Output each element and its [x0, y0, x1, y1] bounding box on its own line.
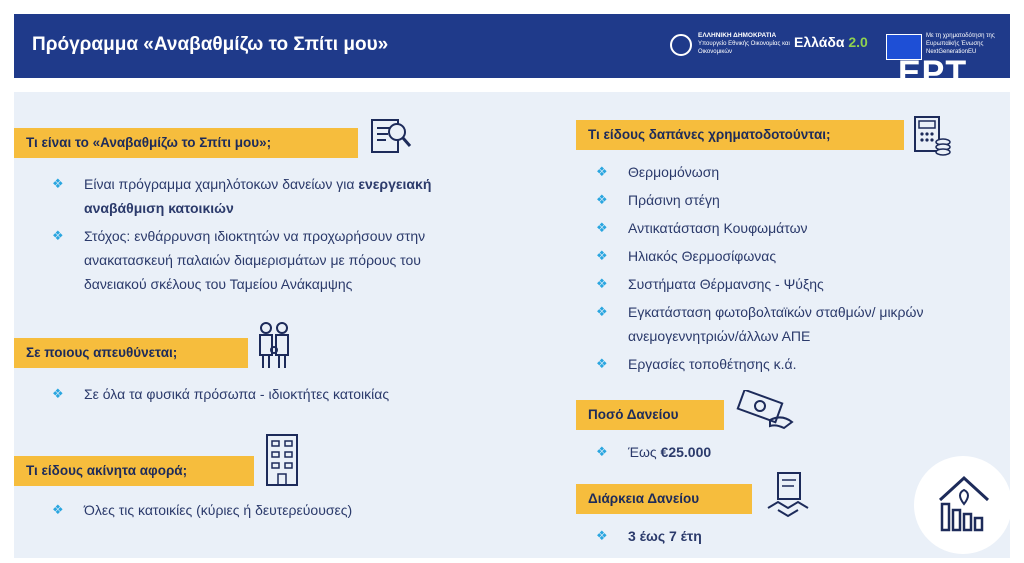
section-label-expenses: Τι είδους δαπάνες χρηματοδοτούνται; — [576, 120, 904, 150]
eu-funding-text: Με τη χρηματοδότηση της Ευρωπαϊκής Ένωσης NextGenerationEU — [926, 33, 995, 55]
page-title: Πρόγραμμα «Αναβαθμίζω το Σπίτι μου» — [32, 34, 389, 55]
ellada-number: 2.0 — [848, 34, 868, 50]
loan-duration-value: 3 έως 7 έτη — [628, 528, 702, 544]
section-label-what-is: Τι είναι το «Αναβαθμίζω το Σπίτι μου»; — [14, 128, 358, 158]
header-bar — [14, 14, 1010, 92]
expense-item: Ηλιακός Θερμοσίφωνας — [628, 248, 777, 264]
bullet-bold: αναβάθμιση κατοικιών — [84, 200, 234, 216]
handshake-contract-icon — [764, 470, 812, 522]
bullet-text: Είναι πρόγραμμα χαμηλότοκων δανείων για — [84, 176, 355, 192]
section-label-who: Σε ποιους απευθύνεται; — [14, 338, 248, 368]
bullet-diamond-icon: ❖ — [52, 502, 64, 517]
gov-logo-text — [698, 32, 808, 56]
loan-amount: €25.000 — [660, 444, 712, 460]
bullet-line: δανειακού σκέλους του Ταμείου Ανάκαμψης — [84, 276, 353, 292]
expense-item — [628, 300, 998, 348]
section-label-loan-amount: Ποσό Δανείου — [576, 400, 724, 430]
bullet-diamond-icon: ❖ — [596, 220, 608, 235]
calculator-icon — [912, 114, 952, 156]
loan-amount-prefix: Έως — [628, 444, 657, 460]
document-search-icon — [368, 114, 414, 158]
bullet-diamond-icon: ❖ — [596, 164, 608, 179]
bullet-diamond-icon: ❖ — [596, 528, 608, 543]
bullet-line: ανακατασκευή παλαιών διαμερισμάτων με πόρους του — [84, 252, 421, 268]
bullet-diamond-icon: ❖ — [596, 304, 608, 319]
money-icon — [734, 390, 796, 430]
expense-item: Αντικατάσταση Κουφωμάτων — [628, 220, 808, 236]
family-icon — [254, 320, 294, 370]
ellada-logo — [794, 34, 868, 50]
ert-watermark: ΕΡΤ — [898, 54, 968, 92]
bullet-what-is-2 — [84, 224, 524, 296]
bullet-what-is-1 — [84, 172, 524, 220]
section-label-loan-duration: Διάρκεια Δανείου — [576, 484, 752, 514]
loan-amount-value — [628, 440, 711, 464]
bullet-diamond-icon: ❖ — [596, 248, 608, 263]
gov-name: ΕΛΛΗΝΙΚΗ ΔΗΜΟΚΡΑΤΙΑ — [698, 32, 777, 39]
greek-emblem-icon — [670, 34, 692, 56]
bullet-diamond-icon: ❖ — [52, 176, 64, 191]
bullet-diamond-icon: ❖ — [596, 356, 608, 371]
eco-house-icon — [934, 470, 994, 534]
bullet-property-1: Όλες τις κατοικίες (κύριες ή δευτερεύουσες) — [84, 502, 353, 518]
section-label-property: Τι είδους ακίνητα αφορά; — [14, 456, 254, 486]
bullet-diamond-icon: ❖ — [52, 386, 64, 401]
bullet-line: Στόχος: ενθάρρυνση ιδιοκτητών να προχωρήσουν στην — [84, 228, 426, 244]
expense-item: Συστήματα Θέρμανσης - Ψύξης — [628, 276, 824, 292]
expense-line: ανεμογεννητριών/άλλων ΑΠΕ — [628, 328, 811, 344]
bullet-diamond-icon: ❖ — [596, 444, 608, 459]
building-icon — [264, 432, 300, 488]
bullet-bold: ενεργειακή — [358, 176, 432, 192]
expense-item: Θερμομόνωση — [628, 164, 720, 180]
bullet-diamond-icon: ❖ — [596, 192, 608, 207]
expense-item: Πράσινη στέγη — [628, 192, 720, 208]
expense-line: Εγκατάσταση φωτοβολταϊκών σταθμών/ μικρών — [628, 304, 924, 320]
expense-item: Εργασίες τοποθέτησης κ.ά. — [628, 356, 797, 372]
bullet-diamond-icon: ❖ — [596, 276, 608, 291]
bullet-who-1: Σε όλα τα φυσικά πρόσωπα - ιδιοκτήτες κατοικίας — [84, 386, 390, 402]
bullet-diamond-icon: ❖ — [52, 228, 64, 243]
ellada-word: Ελλάδα — [794, 34, 845, 50]
gov-ministry: Υπουργείο Εθνικής Οικονομίας και Οικονομικών — [698, 41, 790, 55]
